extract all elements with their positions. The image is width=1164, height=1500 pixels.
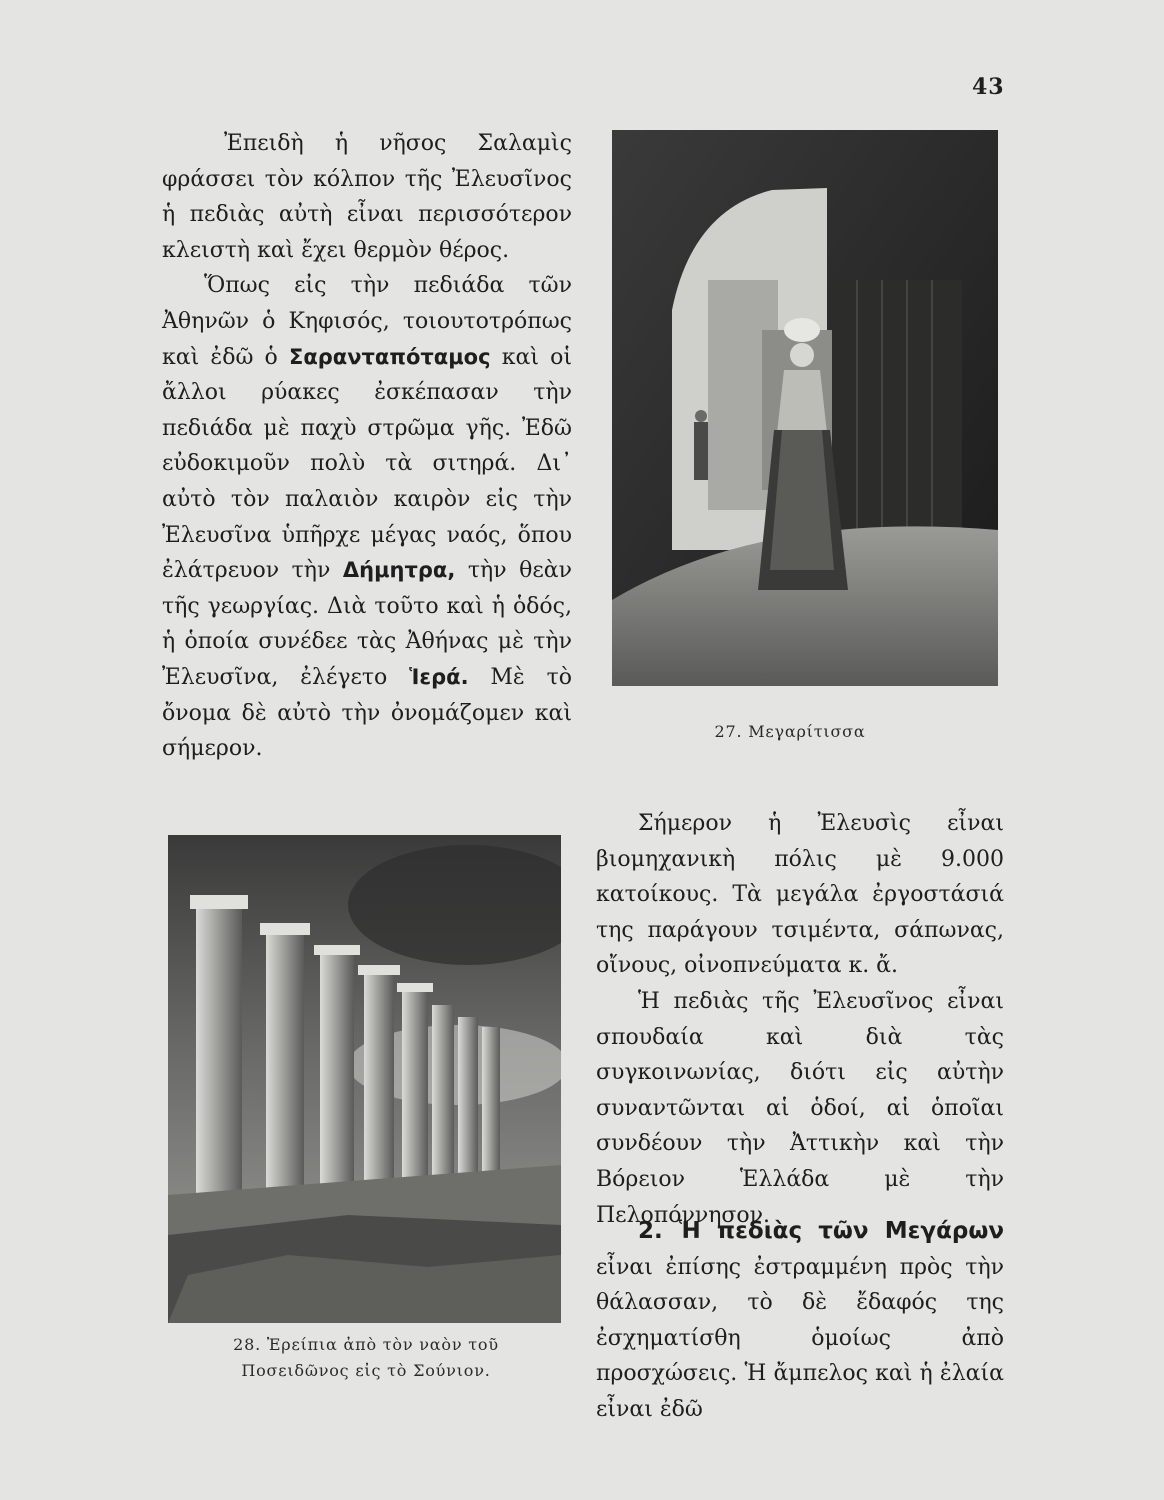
section-megara [596,1214,1004,1428]
right-column-text [596,806,1004,1233]
left-column-text [162,126,572,767]
paragraph-kifisos-cont: καὶ οἱ ἄλλοι ρύακες ἐσκέπασαν τὴν πεδιάδα μὲ παχὺ στρῶμα γῆς. Ἐδῶ εὐδοκιμοῦν πολὺ τὰ σιτηρά. Δι᾽ αὐτὸ τὸν παλαιὸν καιρὸν εἰς τὴν Ἐλευσῖνα ὑπῆρχε μέγας ναός, ὅπου ἐλάτρευον τὴν [162,344,572,584]
goddess-name: Δήμητρα, [342,558,456,583]
caption-fig-28 [168,1332,564,1384]
caption-fig-28-line2: Ποσειδῶνος εἰς τὸ Σούνιον. [241,1361,491,1380]
sacred-road-name: Ἱερά. [409,664,469,689]
caption-fig-28-line1: 28. Ἐρείπια ἀπὸ τὸν ναὸν τοῦ [233,1335,499,1354]
paragraph-elefsis-industry: Σήμερον ἡ Ἐλευσὶς εἶναι βιομηχανικὴ πόλις μὲ 9.000 κατοίκους. Τὰ μεγάλα ἐργοστάσιά της παράγουν τσιμέντα, σάπωνας, οἴνους, οἰνοπνεύματα κ. ἄ. [596,811,1004,979]
river-name: Σαρανταπόταμος [288,344,491,369]
paragraph-kifisos-cont2: τὴν θεὰν τῆς γεωργίας. Διὰ τοῦτο καὶ ἡ ὁδός, ἡ ὁποία συνέδεε τὰς Ἀθήνας μὲ τὴν Ἐλευσῖνα, ἐλέγετο [162,558,572,690]
photo-temple-poseidon [168,835,561,1323]
paragraph-salamis: Ἐπειδὴ ἡ νῆσος Σαλαμὶς φράσσει τὸν κόλπον τῆς Ἐλευσῖνος ἡ πεδιὰς αὐτὴ εἶναι περισσότερον κλειστὴ καὶ ἔχει θερμὸν θέρος. [162,131,572,263]
photo-megaritissa [612,130,998,686]
paragraph-kifisos: Ὅπως εἰς τὴν πεδιάδα τῶν Ἀθηνῶν ὁ Κηφισός, τοιουτοτρόπως καὶ ἐδῶ ὁ [162,273,572,370]
paragraph-communications: Ἡ πεδιὰς τῆς Ἐλευσῖνος εἶναι σπουδαία καὶ διὰ τὰς συγκοινωνίας, διότι εἰς αὐτὴν συναντῶνται αἱ ὁδοί, αἱ ὁποῖαι συνδέουν τὴν Ἀττικὴν καὶ τὴν Βόρειον Ἑλλάδα μὲ τὴν Πελοπόννησον. [596,988,1004,1228]
paragraph-megara: εἶναι ἐπίσης ἐστραμμένη πρὸς τὴν θάλασσαν, τὸ δὲ ἔδαφός της ἐσχηματίσθη ὁμοίως ἀπὸ προσχώσεις. Ἡ ἄμπελος καὶ ἡ ἐλαία εἶναι ἐδῶ [596,1254,1004,1422]
page-number: 43 [972,74,1005,100]
paragraph-kifisos-end: Μὲ τὸ ὄνομα δὲ αὐτὸ τὴν ὀνομάζομεν καὶ σήμερον. [162,664,572,762]
section-heading-megara: 2. Ἡ πεδιὰς τῶν Μεγάρων [638,1218,1004,1244]
caption-fig-27: 27. Μεγαρίτισσα [714,722,866,741]
